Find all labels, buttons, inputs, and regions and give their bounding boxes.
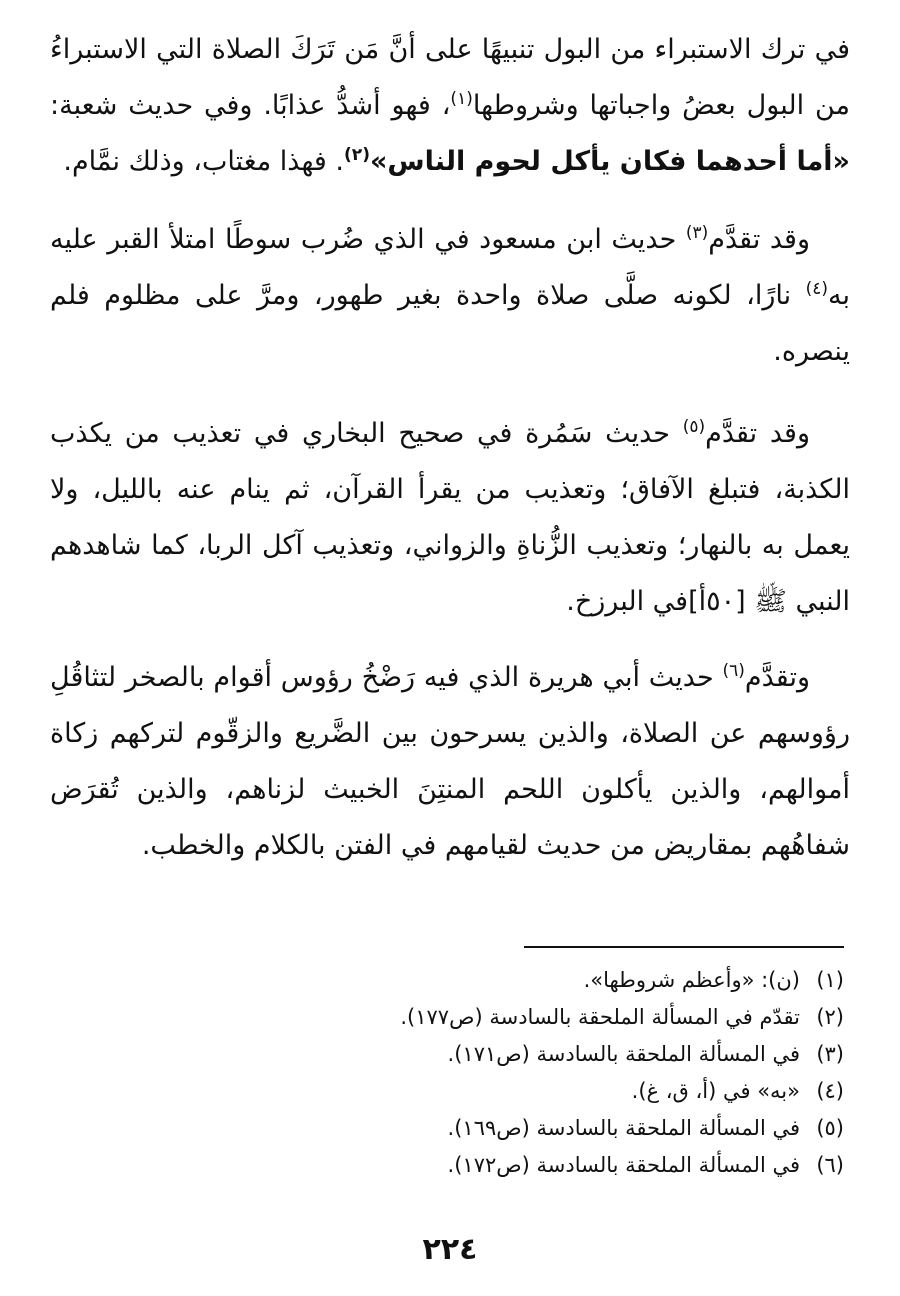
main-text: [50, 22, 850, 874]
footnote-3: [50, 1036, 844, 1073]
footnote-6: [50, 1147, 844, 1184]
footnote-2: [50, 999, 844, 1036]
footnote-ref[interactable]: (٤): [805, 279, 828, 299]
footnote-text: «به» في (أ، ق، غ).: [631, 1079, 800, 1103]
footnote-ref[interactable]: (٦): [722, 661, 745, 681]
footnote-text: في المسألة الملحقة بالسادسة (ص١٧٢).: [447, 1153, 800, 1177]
footnote-number: (٤): [816, 1079, 844, 1103]
footnote-number: (٥): [816, 1116, 844, 1140]
hadith-quote: «أما أحدهما فكان يأكل لحوم الناس»: [369, 146, 850, 177]
footnote-text: في المسألة الملحقة بالسادسة (ص١٧١).: [447, 1042, 800, 1066]
footnote-number: (١): [816, 968, 844, 992]
footnote-ref[interactable]: (٣): [685, 223, 709, 243]
footnote-5: [50, 1110, 844, 1147]
text-span: ، فهو أشدُّ عذابًا. وفي حديث شعبة:: [50, 90, 451, 121]
text-span: وتقدَّم: [744, 662, 810, 693]
footnote-number: (٢): [816, 1005, 844, 1029]
footnote-number: (٦): [816, 1153, 844, 1177]
footnote-separator: [524, 946, 844, 948]
footnotes-list: [50, 962, 844, 1184]
text-span: حديث أبي هريرة الذي فيه رَضْخُ رؤوس أقوام بالصخر لتثاقُلِ رؤوسهم عن الصلاة، والذين يسرحون بين الضَّريع والزقّوم لتركهم زكاة أموالهم، والذين يأكلون اللحم المنتِنَ الخبيث لزناهم، والذين تُقرَض شفاهُهم بمقاريض من حديث لقيامهم في الفتن بالكلام والخطب.: [50, 662, 850, 861]
paragraph-3: [50, 406, 850, 630]
footnote-ref[interactable]: (١): [450, 89, 473, 109]
page-number: ٢٢٤: [422, 1232, 478, 1267]
footnote-text: في المسألة الملحقة بالسادسة (ص١٦٩).: [447, 1116, 800, 1140]
text-span: وقد تقدَّم: [708, 224, 810, 255]
text-span: في ترك الاستبراء من البول تنبيهًا على أنَّ مَن تَرَكَ الصلاة التي الاستبراءُ من البول بعضُ واجباتها وشروطها: [50, 34, 850, 121]
footnote-ref[interactable]: (٥): [682, 417, 706, 437]
text-span: . فهذا مغتاب، وذلك نمَّام.: [63, 146, 345, 177]
footnote-text: (ن): «وأعظم شروطها».: [583, 968, 800, 992]
footnote-4: [50, 1073, 844, 1110]
footnote-number: (٣): [816, 1042, 844, 1066]
footnote-ref[interactable]: (٢): [344, 145, 370, 165]
paragraph-4: [50, 650, 850, 874]
manuscript-marker: [٥٠أ]: [688, 586, 746, 617]
footnote-text: تقدّم في المسألة الملحقة بالسادسة (ص١٧٧).: [400, 1005, 800, 1029]
text-span: نارًا، لكونه صلَّى صلاة واحدة بغير طهور، ومرَّ على مظلوم فلم ينصره.: [50, 280, 850, 367]
text-span: حديث سَمُرة في صحيح البخاري في تعذيب من يكذب الكذبة، فتبلغ الآفاق؛ وتعذيب من يقرأ القرآن، ثم ينام عنه بالليل، ولا يعمل به بالنهار؛ وتعذيب الزُّناةِ والزواني، وتعذيب آكل الربا، كما شاهدهم النبي ﷺ: [50, 418, 850, 617]
text-span: في البرزخ.: [566, 586, 689, 617]
paragraph-2: [50, 212, 850, 380]
text-span: وقد تقدَّم: [705, 418, 811, 449]
footnote-1: [50, 962, 844, 999]
paragraph-1: [50, 22, 850, 190]
text-span: حديث ابن مسعود في الذي ضُرب سوطًا امتلأ القبر عليه به: [50, 224, 850, 311]
